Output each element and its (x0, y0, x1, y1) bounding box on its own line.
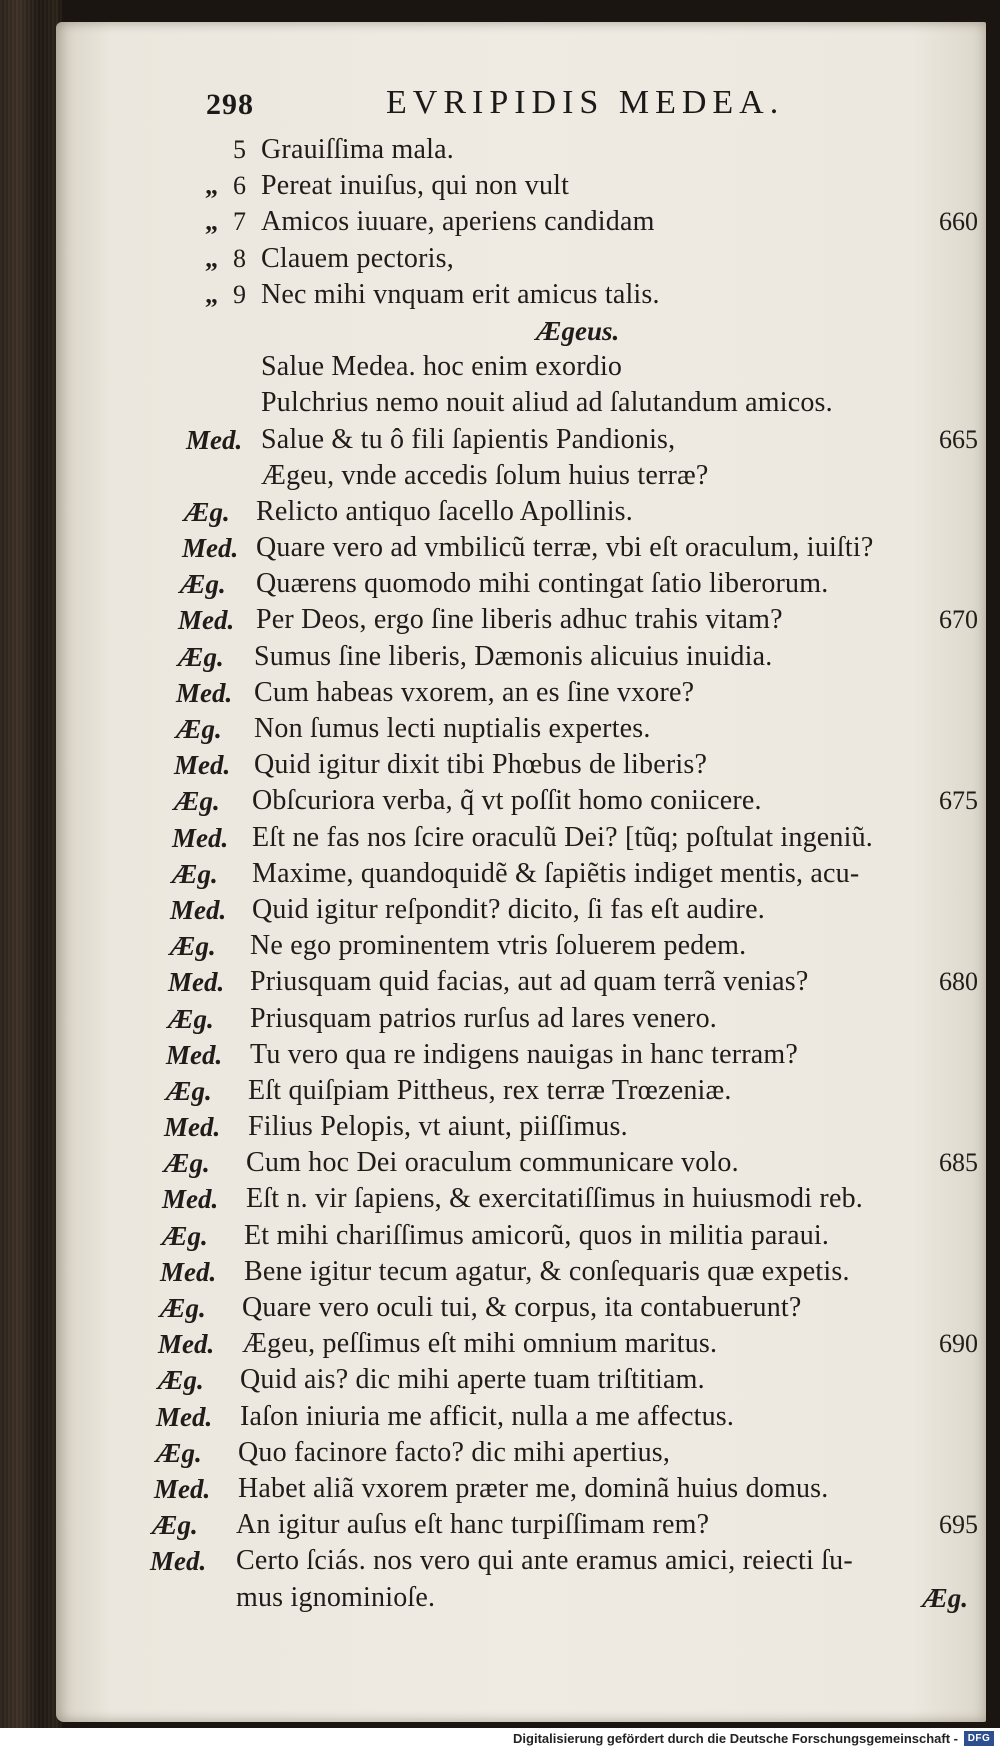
verse-text: Quare vero ad vmbilicũ terræ, vbi eſt oraculum, iuiſti? (256, 532, 874, 564)
verse-line (56, 928, 986, 964)
gnome-number: 9 (233, 279, 246, 309)
verse-line (56, 132, 986, 168)
verse-text: Priusquam patrios rurſus ad lares venero. (250, 1002, 717, 1034)
verse-text: Eſt n. vir ſapiens, & exercitatiſſimus in huiusmodi reb. (246, 1183, 863, 1215)
verse-line (56, 1326, 986, 1362)
verse-line (56, 1073, 986, 1109)
verse-text: Per Deos, ergo ſine liberis adhuc trahis vitam? (256, 604, 783, 636)
verse-line (56, 422, 986, 458)
verse-line (56, 1471, 986, 1507)
speaker-heading: Ægeus. (536, 315, 620, 346)
verse-text: Cum habeas vxorem, an es ſine vxore? (254, 676, 695, 708)
speaker-abbreviation: Med. (168, 967, 225, 998)
verse-line (56, 1218, 986, 1254)
speaker-abbreviation: Med. (154, 1473, 211, 1504)
verse-text: Ægeu, peſſimus eſt mihi omnium maritus. (242, 1328, 718, 1360)
verse-line (56, 1037, 986, 1073)
page-number: 298 (206, 88, 254, 121)
verse-line (56, 639, 986, 675)
verse-line (56, 385, 986, 421)
verse-line (56, 530, 986, 566)
quotation-mark: „ (205, 207, 218, 237)
verse-text: Filius Pelopis, vt aiunt, piiſſimus. (248, 1111, 628, 1143)
speaker-abbreviation: Æg. (162, 1220, 208, 1251)
verse-line (56, 1109, 986, 1145)
quotation-mark: „ (205, 243, 218, 273)
verse-text: Habet aliã vxorem præter me, dominã huius domus. (238, 1472, 829, 1504)
gnome-marker (156, 277, 246, 313)
speaker-abbreviation: Med. (176, 677, 233, 708)
verse-line (56, 1290, 986, 1326)
verse-text: Priusquam quid facias, aut ad quam terrã venias? (250, 966, 809, 998)
verse-text: Iaſon iniuria me afficit, nulla a me affectus. (240, 1400, 735, 1432)
verse-line (56, 349, 986, 385)
verse-line (56, 458, 986, 494)
verse-text: Ægeu, vnde accedis ſolum huius terræ? (261, 459, 709, 491)
verse-line (56, 711, 986, 747)
speaker-abbreviation: Med. (158, 1329, 215, 1360)
speaker-abbreviation: Æg. (178, 641, 224, 672)
verse-line (56, 1435, 986, 1471)
speaker-abbreviation: Med. (186, 424, 243, 455)
verse-text: Cum hoc Dei oraculum communicare volo. (246, 1147, 739, 1179)
verse-text: Obſcuriora verba, q̃ vt poſſit homo coniicere. (252, 785, 762, 817)
verse-text: Quid igitur dixit tibi Phœbus de liberis? (254, 749, 708, 781)
verse-text: Certo ſciás. nos vero qui ante eramus amici, reiecti ſu- (236, 1545, 853, 1577)
verse-line (56, 204, 986, 240)
verse-line (56, 892, 986, 928)
page-sheet (56, 22, 986, 1722)
verse-text: mus ignominioſe. (236, 1581, 436, 1613)
verse-text: Tu vero qua re indigens nauigas in hanc terram? (250, 1038, 798, 1070)
verse-line (56, 1362, 986, 1398)
text-block (56, 132, 986, 1616)
speaker-abbreviation: Æg. (176, 714, 222, 744)
verse-line (56, 1507, 986, 1543)
verse-text: Salue Medea. hoc enim exordio (261, 351, 623, 383)
speaker-abbreviation: Med. (182, 533, 239, 564)
line-number: 665 (939, 424, 978, 454)
gnome-marker (156, 132, 246, 168)
line-number: 670 (939, 605, 978, 635)
line-number: 690 (939, 1329, 978, 1359)
gnome-number: 5 (233, 135, 246, 164)
book-spine-edge (0, 0, 62, 1750)
gnome-number: 6 (233, 171, 246, 201)
speaker-abbreviation: Æg. (158, 1365, 204, 1396)
verse-line (56, 313, 986, 349)
verse-text: Non ſumus lecti nuptialis expertes. (254, 713, 651, 744)
speaker-abbreviation: Med. (164, 1112, 221, 1143)
verse-line (56, 1001, 986, 1037)
verse-text: Amicos iuuare, aperiens candidam (261, 206, 655, 238)
gnome-marker (156, 204, 246, 240)
speaker-abbreviation: Æg. (166, 1075, 212, 1106)
verse-text: Eſt ne fas nos ſcire oraculũ Dei? [tũq; poſtulat ingeniũ. (252, 821, 874, 853)
speaker-abbreviation: Med. (162, 1184, 219, 1215)
verse-line (56, 602, 986, 638)
digitization-footer (0, 1728, 1000, 1750)
running-title: EVRIPIDIS MEDEA. (386, 84, 785, 121)
speaker-abbreviation: Med. (178, 605, 235, 636)
verse-text: Eſt quiſpiam Pittheus, rex terræ Trœzeniæ. (248, 1074, 732, 1106)
line-number: 680 (939, 967, 978, 997)
speaker-abbreviation: Æg. (152, 1510, 198, 1541)
verse-line (56, 1254, 986, 1290)
verse-text: An igitur auſus eſt hanc turpiſſimam rem? (236, 1509, 710, 1541)
verse-line (56, 1543, 986, 1579)
verse-text: Ne ego prominentem vtris ſoluerem pedem. (250, 930, 747, 962)
page-header (56, 80, 986, 130)
verse-text: Clauem pectoris, (261, 242, 454, 274)
verse-line (56, 277, 986, 313)
speaker-abbreviation: Æg. (172, 858, 218, 889)
footer-credit: Digitalisierung gefördert durch die Deutsche Forschungsgemeinschaft - (513, 1731, 958, 1746)
line-number: 695 (939, 1510, 978, 1540)
speaker-abbreviation: Med. (170, 894, 227, 925)
verse-text: Quo facinore facto? dic mihi apertius, (238, 1436, 671, 1468)
verse-line (56, 168, 986, 204)
speaker-abbreviation: Æg. (170, 931, 216, 962)
verse-text: Quare vero oculi tui, & corpus, ita contabuerunt? (242, 1292, 802, 1323)
verse-text: Bene igitur tecum agatur, & conſequaris quæ expetis. (244, 1255, 850, 1287)
verse-text: Sumus ſine liberis, Dæmonis alicuius inuidia. (254, 640, 773, 672)
verse-line (56, 566, 986, 602)
catchword: Æg. (922, 1582, 968, 1613)
verse-text: Quid ais? dic mihi aperte tuam triſtitiam. (240, 1364, 705, 1396)
speaker-abbreviation: Æg. (184, 496, 230, 527)
speaker-abbreviation: Med. (174, 750, 231, 781)
line-number: 660 (939, 207, 978, 237)
speaker-abbreviation: Med. (150, 1546, 207, 1577)
verse-line (56, 1580, 986, 1616)
quotation-mark: „ (205, 171, 218, 201)
verse-line (56, 494, 986, 530)
verse-text: Grauiſſima mala. (261, 134, 454, 165)
speaker-abbreviation: Med. (160, 1256, 217, 1287)
verse-line (56, 1145, 986, 1181)
gnome-number: 7 (233, 207, 246, 237)
speaker-abbreviation: Æg. (164, 1148, 210, 1179)
dfg-logo: DFG (964, 1731, 994, 1746)
verse-line (56, 1399, 986, 1435)
verse-line (56, 964, 986, 1000)
speaker-abbreviation: Med. (172, 822, 229, 853)
verse-line (56, 241, 986, 277)
verse-text: Et mihi chariſſimus amicorũ, quos in militia paraui. (244, 1219, 830, 1251)
verse-line (56, 747, 986, 783)
verse-text: Quid igitur reſpondit? dicito, ſi fas eſt audire. (252, 893, 765, 925)
gnome-number: 8 (233, 243, 246, 273)
line-number: 685 (939, 1148, 978, 1178)
verse-text: Maxime, quandoquidẽ & ſapiẽtis indiget mentis, acu- (252, 857, 860, 889)
speaker-abbreviation: Med. (156, 1401, 213, 1432)
verse-line (56, 675, 986, 711)
verse-text: Relicto antiquo ſacello Apollinis. (256, 495, 633, 527)
speaker-abbreviation: Æg. (168, 1003, 214, 1034)
speaker-abbreviation: Med. (166, 1039, 223, 1070)
speaker-abbreviation: Æg. (160, 1293, 206, 1323)
quotation-mark: „ (205, 279, 218, 309)
verse-text: Pulchrius nemo nouit aliud ad ſalutandum amicos. (261, 387, 833, 419)
verse-text: Salue & tu ô fili ſapientis Pandionis, (261, 423, 676, 455)
speaker-abbreviation: Æg. (156, 1437, 202, 1468)
speaker-abbreviation: Æg. (174, 786, 220, 817)
verse-line (56, 783, 986, 819)
verse-line (56, 820, 986, 856)
line-number: 675 (939, 786, 978, 816)
gnome-marker (156, 241, 246, 277)
verse-text: Nec mihi vnquam erit amicus talis. (261, 278, 660, 310)
verse-text: Quærens quomodo mihi contingat ſatio liberorum. (256, 568, 829, 600)
verse-line (56, 1181, 986, 1217)
verse-text: Pereat inuiſus, qui non vult (261, 170, 570, 202)
verse-line (56, 856, 986, 892)
gnome-marker (156, 168, 246, 204)
speaker-abbreviation: Æg. (180, 569, 226, 600)
